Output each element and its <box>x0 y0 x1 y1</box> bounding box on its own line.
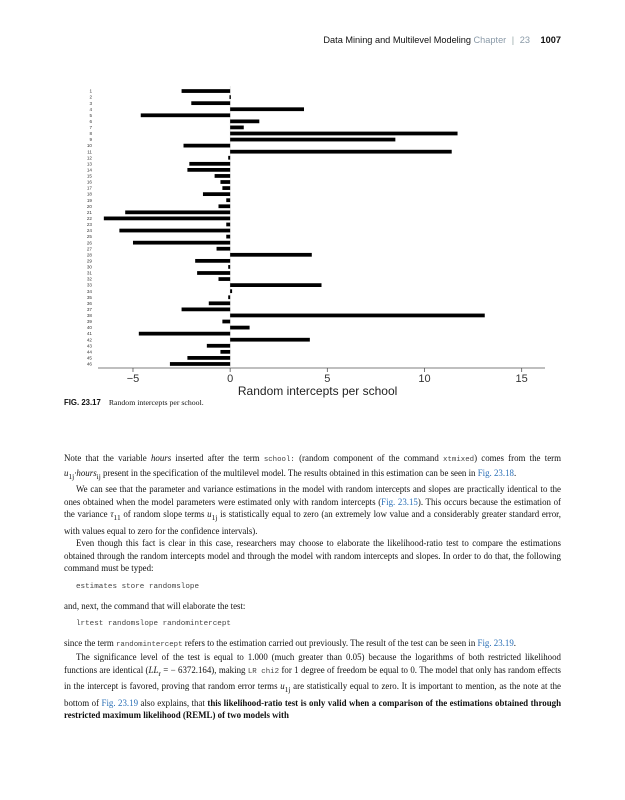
bar-school-31 <box>197 271 230 275</box>
x-tick-label: 10 <box>418 373 431 385</box>
paragraph-variance: We can see that the parameter and variance estimations in the model with random intercepts and slopes are practically identical to the ones obtained when the model parameters were estimated only with random intercepts (Fig. 23.15). This occurs because the estimation of the variance $\tau_{11}$ of random slope terms $u_{1j}$ is statistically equal to zero (an extremely low value and a considerably greater standard error, with values equal to zero for the confidence intervals). <box>64 483 562 536</box>
bar-school-30 <box>228 265 230 269</box>
y-tick-label: 27 <box>86 246 92 252</box>
y-tick-label: 30 <box>86 264 92 270</box>
bar-school-17 <box>222 186 230 190</box>
bar-school-11 <box>230 150 452 154</box>
bar-school-13 <box>189 162 230 166</box>
bar-school-38 <box>230 314 485 318</box>
y-tick-label: 32 <box>86 276 92 282</box>
bar-school-20 <box>218 204 230 208</box>
bar-school-35 <box>228 295 230 299</box>
y-tick-label: 39 <box>86 319 92 325</box>
paragraph-lr-test: Even though this fact is clear in this case, researchers may choose to elaborate the likelihood-ratio test to compare the estimations obtained through the random intercepts model and through the model with random intercepts and slopes. In order to do that, the following command must be typed: <box>64 538 561 574</box>
bar-school-46 <box>170 362 230 366</box>
paragraph-randomintercept: since the term randomintercept refers to the estimation carried out previously. The result of the test can be seen in Fig. 23.19. <box>64 637 516 649</box>
y-tick-label: 24 <box>86 228 92 234</box>
y-tick-label: 6 <box>89 118 92 124</box>
chapter-number: 23 <box>519 35 530 45</box>
y-tick-label: 23 <box>86 222 92 228</box>
y-tick-label: 16 <box>86 179 92 185</box>
bar-school-8 <box>230 132 457 136</box>
y-tick-label: 41 <box>86 331 92 337</box>
y-tick-label: 45 <box>86 355 92 361</box>
bar-school-21 <box>125 210 230 214</box>
x-tick-label: −5 <box>126 373 140 385</box>
y-tick-label: 44 <box>86 349 92 355</box>
bar-school-34 <box>230 289 232 293</box>
figure-caption-text: Random intercepts per school. <box>108 398 204 407</box>
y-tick-label: 37 <box>86 306 92 312</box>
figure-label: FIG. 23.17 <box>64 398 101 407</box>
bar-school-10 <box>184 144 231 148</box>
fig-23-15-link[interactable]: Fig. 23.15 <box>381 496 418 507</box>
fig-23-18-link[interactable]: Fig. 23.18 <box>477 467 514 478</box>
bar-school-12 <box>228 156 230 160</box>
page-number: 1007 <box>540 35 561 45</box>
y-tick-label: 3 <box>89 100 92 106</box>
bar-school-43 <box>207 344 230 348</box>
y-tick-label: 14 <box>86 167 92 173</box>
y-tick-label: 20 <box>86 203 92 209</box>
y-tick-label: 11 <box>87 149 92 155</box>
bar-school-14 <box>187 168 230 172</box>
y-tick-label: 2 <box>89 94 92 100</box>
y-tick-label: 5 <box>89 112 92 118</box>
bar-school-37 <box>182 308 231 312</box>
bar-school-7 <box>230 126 244 130</box>
x-axis-title: Random intercepts per school <box>237 384 398 398</box>
y-tick-label: 42 <box>86 337 92 343</box>
y-tick-label: 29 <box>86 258 92 264</box>
y-tick-label: 25 <box>86 234 92 240</box>
bar-school-39 <box>222 320 230 324</box>
y-tick-label: 46 <box>86 361 92 367</box>
y-tick-label: 7 <box>89 125 92 131</box>
bar-school-19 <box>226 198 230 202</box>
bar-school-9 <box>230 138 395 142</box>
y-tick-label: 28 <box>86 252 92 258</box>
y-tick-label: 9 <box>89 137 92 143</box>
bar-school-33 <box>230 283 321 287</box>
y-tick-label: 22 <box>86 216 92 222</box>
paragraph-hours: Note that the variable hours inserted after the term school: (random component of the command xtmixed) comes from the term $u_{1j}\cdot hours_{ij}$ present in the specification of the multilevel model. The results obtained in this estimation can be seen in Fig. 23.18. <box>64 453 561 481</box>
header-separator: | <box>511 35 515 45</box>
y-tick-label: 38 <box>86 313 92 319</box>
y-tick-label: 13 <box>86 161 92 167</box>
bar-school-44 <box>220 350 230 354</box>
body-text <box>64 452 561 722</box>
bar-school-2 <box>229 95 230 99</box>
y-tick-label: 26 <box>86 240 92 246</box>
bar-school-32 <box>218 277 230 281</box>
y-tick-label: 4 <box>89 106 92 112</box>
y-tick-label: 15 <box>86 173 92 179</box>
y-tick-label: 1 <box>89 88 92 94</box>
y-tick-label: 12 <box>86 155 92 161</box>
y-tick-label: 8 <box>89 131 92 137</box>
bar-school-15 <box>215 174 231 178</box>
bar-school-29 <box>195 259 230 263</box>
book-title: Data Mining and Multilevel Modeling <box>323 35 471 45</box>
bar-school-28 <box>230 253 312 257</box>
code-lrtest: lrtest randomslope randomintercept <box>76 620 231 629</box>
paragraph-significance: The significance level of the test is equal to 1.000 (much greater than 0.05) because the logarithms of both restricted likelihood functions are identical ($LL_r$ = − 6372.164), making LR chi2 for 1 degree of freedom be equal to 0. The model that only has random effects in the intercept is favored, proving that random error terms $u_{1j}$ are statistically equal to zero. It is important to mention, as the note at the bottom of Fig. 23.19 also explains, that this likelihood-ratio test is only valid when a comparison of the estimations obtained through restricted maximum likelihood (REML) of two models with <box>64 652 562 721</box>
fig-23-19-link[interactable]: Fig. 23.19 <box>477 637 514 648</box>
bar-school-23 <box>226 223 230 227</box>
bar-school-5 <box>141 113 230 117</box>
chapter-label: Chapter <box>473 35 507 45</box>
y-tick-label: 17 <box>86 185 92 191</box>
code-estimates-store: estimates store randomslope <box>76 582 200 591</box>
bar-school-18 <box>203 192 230 196</box>
bar-school-25 <box>226 235 230 239</box>
bar-school-1 <box>182 89 231 93</box>
y-tick-label: 33 <box>86 282 92 288</box>
y-tick-label: 18 <box>86 191 92 197</box>
bar-school-41 <box>139 332 230 336</box>
bar-school-42 <box>230 338 310 342</box>
y-tick-label: 43 <box>86 343 92 349</box>
y-tick-label: 19 <box>86 197 92 203</box>
figure-caption <box>64 398 204 407</box>
bar-school-40 <box>230 326 249 330</box>
x-tick-label: 5 <box>324 373 331 385</box>
bar-school-6 <box>230 119 259 123</box>
bar-school-24 <box>119 229 230 233</box>
bar-school-3 <box>191 101 230 105</box>
x-tick-label: 0 <box>227 373 234 385</box>
y-tick-label: 34 <box>86 288 92 294</box>
x-tick-label: 15 <box>515 373 528 385</box>
y-tick-label: 10 <box>86 143 92 149</box>
paragraph-next-command: and, next, the command that will elaborate the test: <box>64 600 246 611</box>
fig-23-19-link-2[interactable]: Fig. 23.19 <box>101 697 139 708</box>
bar-school-45 <box>187 356 230 360</box>
y-tick-label: 36 <box>86 300 92 306</box>
y-tick-label: 40 <box>86 325 92 331</box>
bar-school-16 <box>220 180 230 184</box>
y-tick-label: 35 <box>86 294 92 300</box>
y-tick-label: 31 <box>86 270 92 276</box>
bar-school-4 <box>230 107 304 111</box>
bar-school-27 <box>217 247 231 251</box>
bar-school-26 <box>133 241 230 245</box>
bar-school-36 <box>209 301 230 305</box>
y-tick-label: 21 <box>86 209 92 215</box>
bar-school-22 <box>104 217 230 221</box>
